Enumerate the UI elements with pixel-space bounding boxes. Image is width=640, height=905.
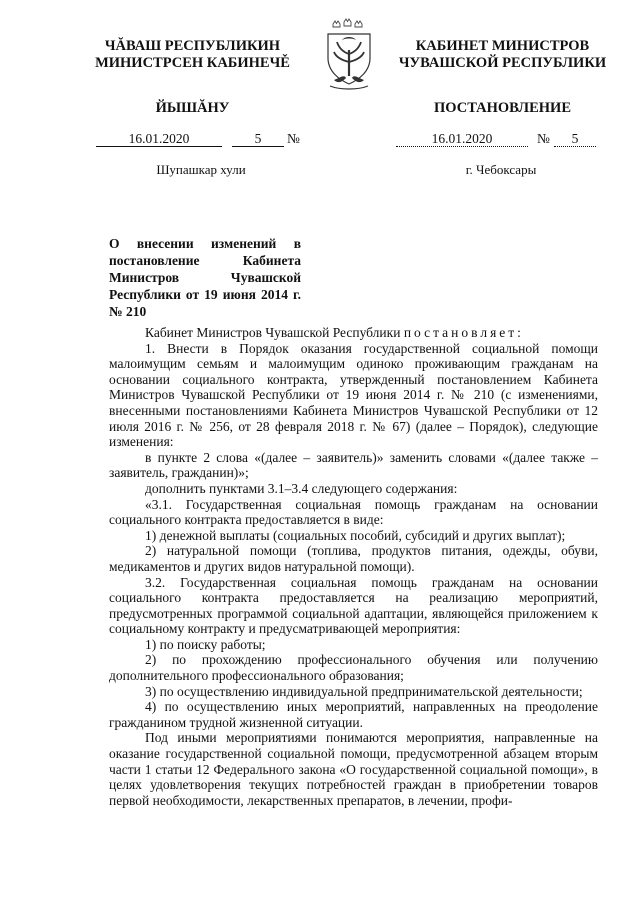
left-date-field: 16.01.2020 xyxy=(96,131,222,147)
preamble-verb: постановляет: xyxy=(403,325,524,340)
paragraph: дополнить пунктами 3.1–3.4 следующего содержания: xyxy=(145,480,458,496)
left-number-sign: № xyxy=(287,131,300,146)
right-number-sign: № xyxy=(537,131,550,146)
header-right-line2: ЧУВАШСКОЙ РЕСПУБЛИКИ xyxy=(398,55,607,71)
paragraph: 3) по осуществлению индивидуальной предпринимательской деятельности; xyxy=(145,683,583,699)
header-left xyxy=(80,38,305,72)
document-body xyxy=(109,325,598,808)
paragraph: 2) натуральной помощи (топлива, продуктов питания, одежды, обуви, медикаментов и других видов натуральной помощи). xyxy=(109,543,598,574)
chuvash-emblem-icon xyxy=(320,18,378,96)
right-number-field: 5 xyxy=(554,131,596,147)
paragraph: Под иными мероприятиями понимаются мероприятия, направленные на оказание государственной социальной помощи, предусмотренной абзацем вторым части 1 статьи 12 Федерального закона «О государственной социальной помощи», в целях удовлетворения текущих потребностей граждан в приобретении товаров первой необходимости, лекарственных препаратов, в лечении, профи- xyxy=(109,730,598,808)
header-left-line2: МИНИСТРСЕН КАБИНЕЧĚ xyxy=(95,55,290,71)
date-line-right xyxy=(396,131,606,147)
city-right: г. Чебоксары xyxy=(465,162,537,177)
left-number-field: 5 xyxy=(232,131,284,147)
date-line-left xyxy=(96,131,316,147)
right-date-field: 16.01.2020 xyxy=(396,131,528,147)
document-title: О внесении изменений в постановление Кабинета Министров Чувашской Республики от 19 июня 2014 г. № 210 xyxy=(109,236,301,319)
paragraph: 3.2. Государственная социальная помощь гражданам на основании социального контракта предоставляется на реализацию мероприятий, предусмотренных программой социальной адаптации, являющейся приложением к социальному контракту и предусматривающей мероприятия: xyxy=(109,574,598,637)
preamble xyxy=(109,325,598,341)
paragraph: «3.1. Государственная социальная помощь гражданам на основании социального контракта предоставляется в виде: xyxy=(109,496,598,528)
city-left: Шупашкар хули xyxy=(156,162,246,177)
preamble-start: Кабинет Министров Чувашской Республики xyxy=(145,325,401,340)
paragraph: в пункте 2 слова «(далее – заявитель)» заменить словами «(далее также – заявитель, гражданин)»; xyxy=(109,449,598,481)
header-right-line1: КАБИНЕТ МИНИСТРОВ xyxy=(415,38,590,54)
paragraph: 1) по поиску работы; xyxy=(145,636,266,652)
header-right-doctype: ПОСТАНОВЛЕНИЕ xyxy=(433,100,571,116)
header-left-line1: ЧĂВАШ РЕСПУБЛИКИН xyxy=(104,38,281,54)
header-left-doctype: ЙЫШĂНУ xyxy=(155,100,230,116)
header-right xyxy=(385,38,620,72)
paragraph: 4) по осуществлению иных мероприятий, направленных на преодоление гражданином трудной жизненной ситуации. xyxy=(109,699,598,730)
paragraph: 1. Внести в Порядок оказания государственной социальной помощи малоимущим семьям и малоимущим одиноко проживающим гражданам на основании социального контракта, утвержденный постановлением Кабинета Министров Чувашской Республики от 19 июня 2014 г. № 210 (с изменениями, внесенными постановлениями Кабинета Министров Чувашской Республики от 12 июля 2016 г. № 256, от 28 февраля 2018 г. № 67) (далее – Порядок), следующие изменения: xyxy=(109,340,598,450)
paragraph: 2) по прохождению профессионального обучения или получению дополнительного профессионального образования; xyxy=(109,652,598,684)
paragraph: 1) денежной выплаты (социальных пособий, субсидий и других выплат); xyxy=(145,527,566,543)
